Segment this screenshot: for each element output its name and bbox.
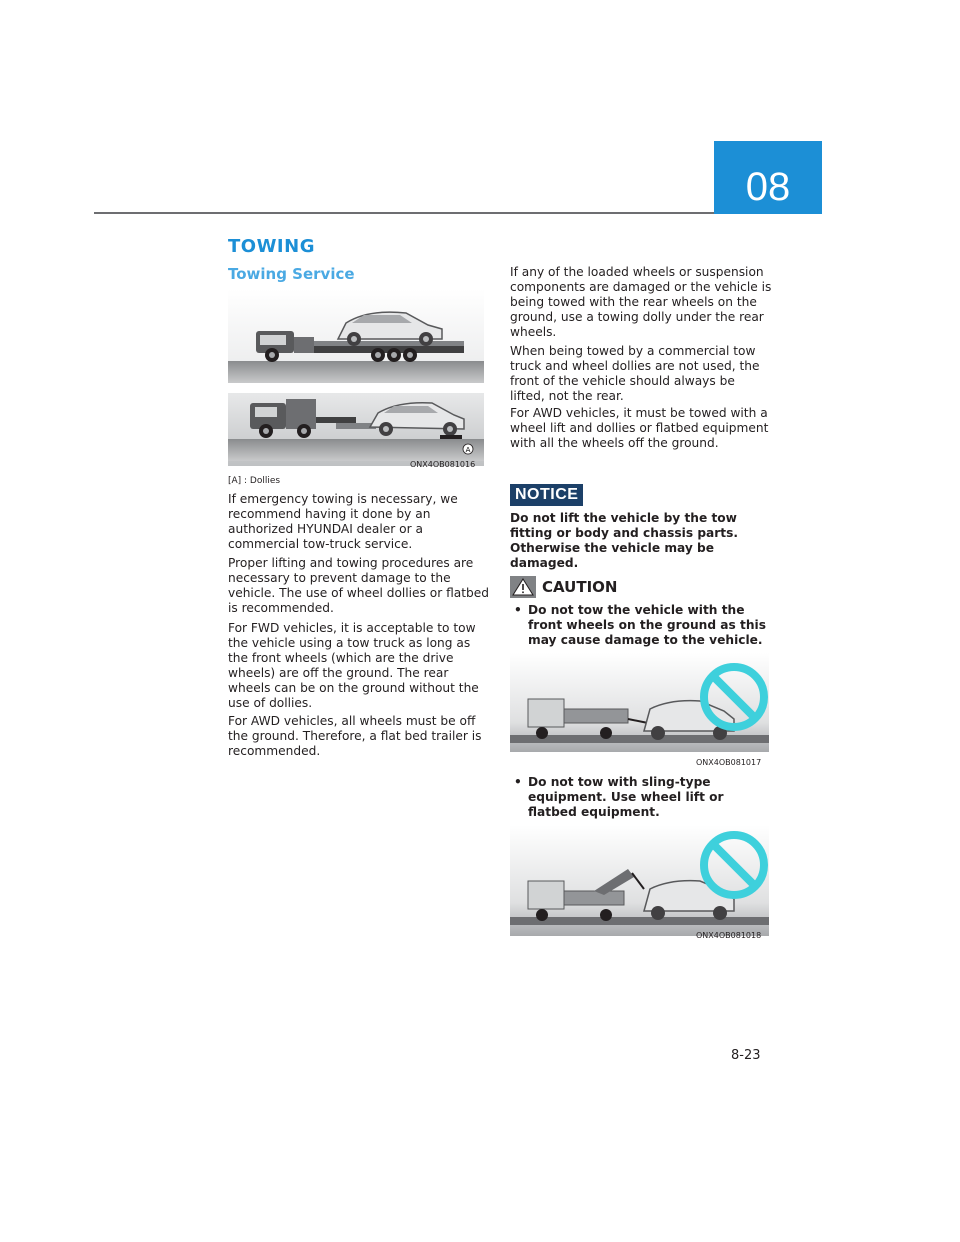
caution-bullet [514,775,774,820]
paragraph: For AWD vehicles, all wheels must be off the ground. Therefore, a flat bed trailer is recommended. [228,714,482,758]
figure-code: ONX4OB081016 [410,460,476,469]
paragraph: If any of the loaded wheels or suspension components are damaged or the vehicle is being towed with the rear wheels on the ground, use a towing dolly under the rear wheels. [510,265,772,339]
bullet-dot: • [514,603,522,617]
chapter-tab: 08 [714,141,822,214]
figure-code: ONX4OB081018 [696,931,762,940]
subsection-title: Towing Service [228,265,355,283]
figure-prohibited-front-wheels [510,653,769,752]
caution-bullet-text: Do not tow the vehicle with the front wheels on the ground as this may cause damage to the vehicle. [528,603,766,647]
bullet-dot: • [514,775,522,789]
caution-bullet-text: Do not tow with sling-type equipment. Use wheel lift or flatbed equipment. [528,775,724,819]
paragraph: When being towed by a commercial tow truck and wheel dollies are not used, the front of the vehicle should always be lifted, not the rear. [510,344,760,403]
page-number: 8-23 [731,1048,761,1063]
figure-flatbed-dollies [228,289,484,466]
figure-prohibited-sling [510,825,769,936]
tow-truck-illustration [228,289,484,466]
prohibited-tow-illustration [510,653,769,752]
header-rule [94,212,714,214]
prohibited-sling-illustration [510,825,769,936]
caution-bullet [514,603,774,648]
figure-code: ONX4OB081017 [696,758,762,767]
notice-badge: NOTICE [510,484,583,506]
caution-label: CAUTION [542,578,618,596]
paragraph: For FWD vehicles, it is acceptable to tow the vehicle using a tow truck as long as the front wheels (which are the drive wheels) are off the ground. The rear wheels can be on the ground without the use of dollies. [228,621,479,710]
paragraph: Proper lifting and towing procedures are necessary to prevent damage to the vehicle. The use of wheel dollies or flatbed is recommended. [228,556,490,615]
section-title: TOWING [228,236,315,257]
dollies-marker: A [465,446,471,454]
warning-triangle-icon [510,576,536,598]
figure-caption: [A] : Dollies [228,476,281,486]
paragraph: For AWD vehicles, it must be towed with a wheel lift and dollies or flatbed equipment with all the wheels off the ground. [510,406,769,450]
caution-heading [510,576,617,598]
notice-text: Do not lift the vehicle by the tow fitting or body and chassis parts. Otherwise the vehicle may be damaged. [510,511,738,570]
paragraph: If emergency towing is necessary, we recommend having it done by an authorized HYUNDAI dealer or a commercial tow-truck service. [228,492,458,551]
